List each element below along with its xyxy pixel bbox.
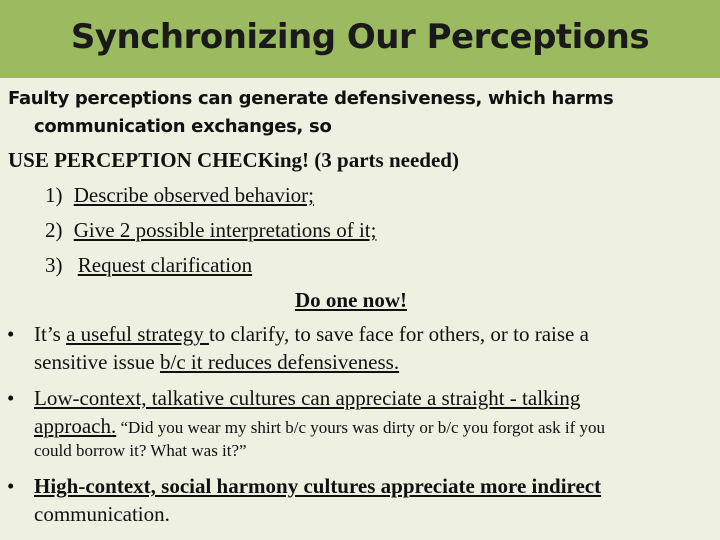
step-number: 2) [45,218,63,242]
bullet-3-line-1: High-context, social harmony cultures appreciate more indirect [34,474,602,498]
bullet-icon: • [7,322,15,346]
bullet-1-text: sensitive issue [34,350,160,374]
bullet-1-underlined: b/c it reduces defensiveness. [160,350,400,374]
step-number: 1) [45,183,63,207]
bullet-icon: • [7,386,15,410]
bullet-2-quote: “Did you wear my shirt b/c yours was dirty or b/c you forgot ask if you [116,418,606,437]
bullet-1-text-rest: to clarify, to save face for others, or to raise a [208,322,589,346]
bullet-2-line-3: could borrow it? What was it?” [34,441,247,460]
step-2 [45,218,376,243]
slide-title: Synchronizing Our Perceptions [70,17,650,57]
intro-line-1: Faulty perceptions can generate defensiveness, which harms [8,88,614,109]
bullet-3-line-2: communication. [34,502,170,526]
bullet-2-underlined: approach. [34,414,117,438]
bullet-icon: • [7,474,15,498]
bullet-1-line-2 [34,350,399,375]
do-one-now: Do one now! [295,288,408,312]
bullet-2-line-2 [34,414,605,439]
title-bar [0,0,720,78]
step-1 [45,183,314,208]
step-text: Give 2 possible interpretations of it; [73,218,377,242]
bullet-1-text: It’s [34,322,67,346]
intro-line-2: communication exchanges, so [34,116,332,137]
bullet-2-line-1: Low-context, talkative cultures can appreciate a straight - talking [34,386,581,410]
bullet-1-line-1 [34,322,589,347]
bullet-1-underlined: a useful strategy [66,322,209,346]
step-text: Describe observed behavior; [73,183,314,207]
step-number: 3) [45,253,63,277]
perception-check-heading: USE PERCEPTION CHECKing! (3 parts needed) [8,148,459,172]
step-3 [45,253,252,278]
step-text: Request clarification [77,253,253,277]
